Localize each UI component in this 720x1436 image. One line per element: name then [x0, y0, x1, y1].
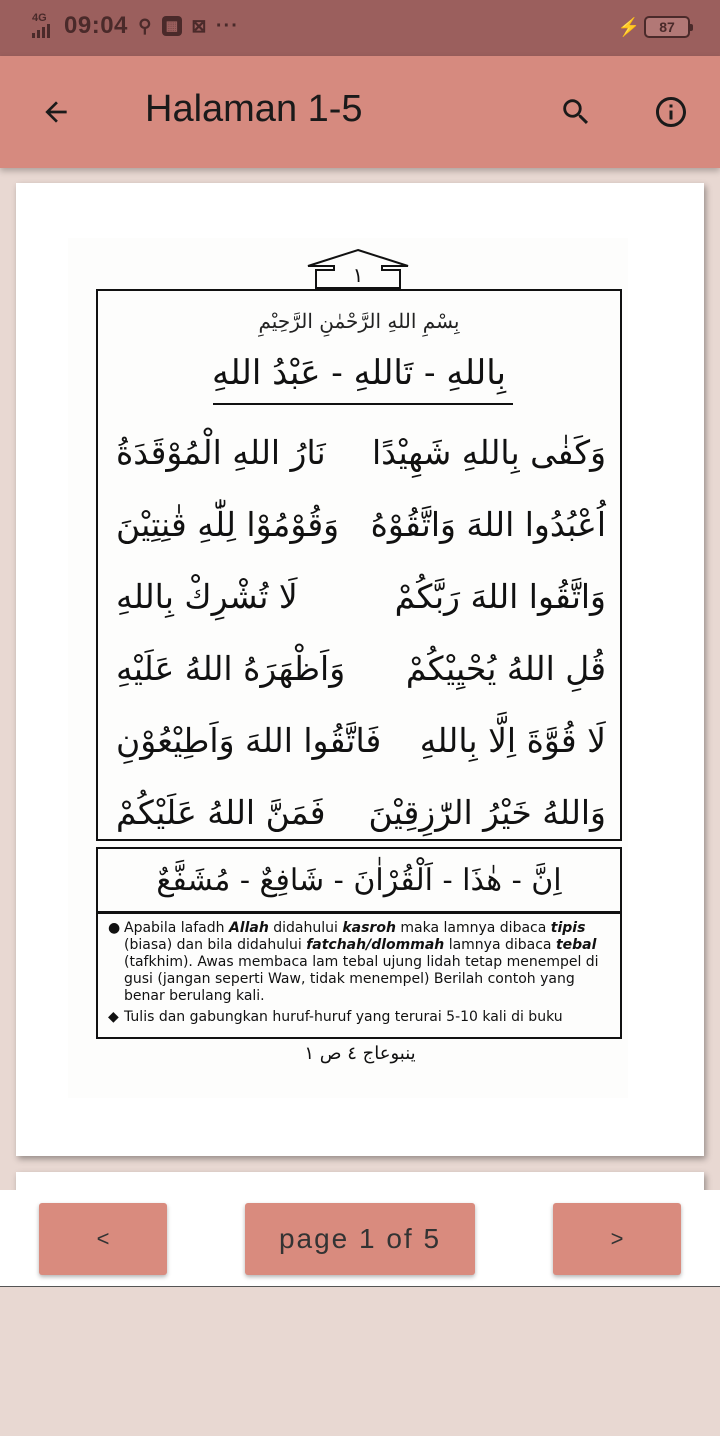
next-page-button[interactable]: >	[553, 1203, 681, 1275]
status-bar	[0, 0, 720, 56]
app-bar	[0, 56, 720, 168]
page-number: ١	[352, 263, 364, 287]
previous-page-button[interactable]: <	[39, 1203, 167, 1275]
search-button[interactable]	[550, 86, 602, 138]
diamond-bullet-icon: ◆	[108, 1009, 119, 1025]
battery-icon	[644, 16, 690, 38]
verse-row	[116, 416, 606, 488]
page-number-marker	[304, 248, 412, 290]
page-indicator-button[interactable]: page 1 of 5	[245, 1203, 475, 1275]
verse-row	[116, 560, 606, 632]
verse-left: نَارُ اللهِ الْمُوْقَدَةُ	[116, 432, 326, 472]
verse-right: لَا قُوَّةَ اِلَّا بِاللهِ	[419, 720, 606, 760]
back-button[interactable]	[30, 86, 82, 138]
verse-left: وَقُوْمُوْا لِلّٰهِ قٰنِتِيْنَ	[116, 504, 340, 544]
arrow-back-icon	[40, 96, 72, 128]
verse-left: لَا تُشْرِكْ بِاللهِ	[116, 576, 298, 616]
battery-level: 87	[659, 19, 675, 35]
network-signal-icon	[32, 12, 58, 40]
verse-right: وَكَفٰى بِاللهِ شَهِيْدًا	[371, 432, 606, 472]
header-divider	[213, 403, 513, 405]
verse-row	[116, 632, 606, 704]
verse-right: وَاللهُ خَيْرُ الرّٰزِقِيْنَ	[368, 792, 606, 832]
instruction-notes	[96, 913, 622, 1039]
note-item: ◆ Tulis dan gabungkan huruf-huruf yang terurai 5-10 kali di buku	[108, 1009, 563, 1025]
usb-icon: ⚲	[138, 15, 152, 36]
info-icon	[653, 94, 689, 130]
charging-icon: ⚡	[617, 16, 640, 37]
verse-right: اُعْبُدُوا اللهَ وَاتَّقُوْهُ	[370, 504, 606, 544]
book-page[interactable]	[16, 183, 704, 1156]
app-notification-icon: ▦	[162, 16, 182, 36]
more-notifications-icon: ···	[215, 14, 239, 37]
lesson-frame	[96, 289, 622, 841]
verse-row	[116, 776, 606, 848]
verse-right: وَاتَّقُوا اللهَ رَبَّكُمْ	[394, 576, 606, 616]
info-button[interactable]	[645, 86, 697, 138]
search-icon	[559, 95, 593, 129]
verse-left: فَاتَّقُوا اللهَ وَاَطِيْعُوْنِ	[116, 720, 382, 760]
verse-right: قُلِ اللهُ يُحْيِيْكُمْ	[405, 648, 606, 688]
page-navigation	[0, 1190, 720, 1287]
note-item: ● Apabila lafadh Allah didahului kasroh maka lamnya dibaca tipis (biasa) dan bila didahului fatchah/dlommah lamnya dibaca tebal (tafkhim). Awas membaca lam tebal ujung lidah tetap menempel di gusi (jangan seperti Waw, tidak menempel) Berilah contoh yang benar berulang kali.	[108, 920, 599, 1004]
practice-band	[96, 847, 622, 913]
clock: 09:04	[64, 12, 128, 39]
bullet-icon: ●	[108, 920, 121, 936]
practice-text: اِنَّ - هٰذَا - اَلْقُرْاٰنَ - شَافِعٌ - مُشَفَّعٌ	[156, 862, 562, 898]
screenshot-icon: ⊠	[191, 15, 207, 36]
page-title: Halaman 1-5	[145, 88, 363, 130]
verse-row	[116, 704, 606, 776]
lesson-header: بِاللهِ - تَاللهِ - عَبْدُ اللهِ	[211, 353, 507, 393]
verse-left: فَمَنَّ اللهُ عَلَيْكُمْ	[116, 792, 326, 832]
verse-left: وَاَظْهَرَهُ اللهُ عَلَيْهِ	[116, 648, 346, 688]
basmala: بِسْمِ اللهِ الرَّحْمٰنِ الرَّحِيْمِ	[258, 309, 460, 333]
verse-row	[116, 488, 606, 560]
network-type: 4G	[32, 12, 47, 24]
verse-list	[116, 416, 606, 848]
page-reference: ينبوعاج ٤ ص ١	[304, 1043, 416, 1064]
